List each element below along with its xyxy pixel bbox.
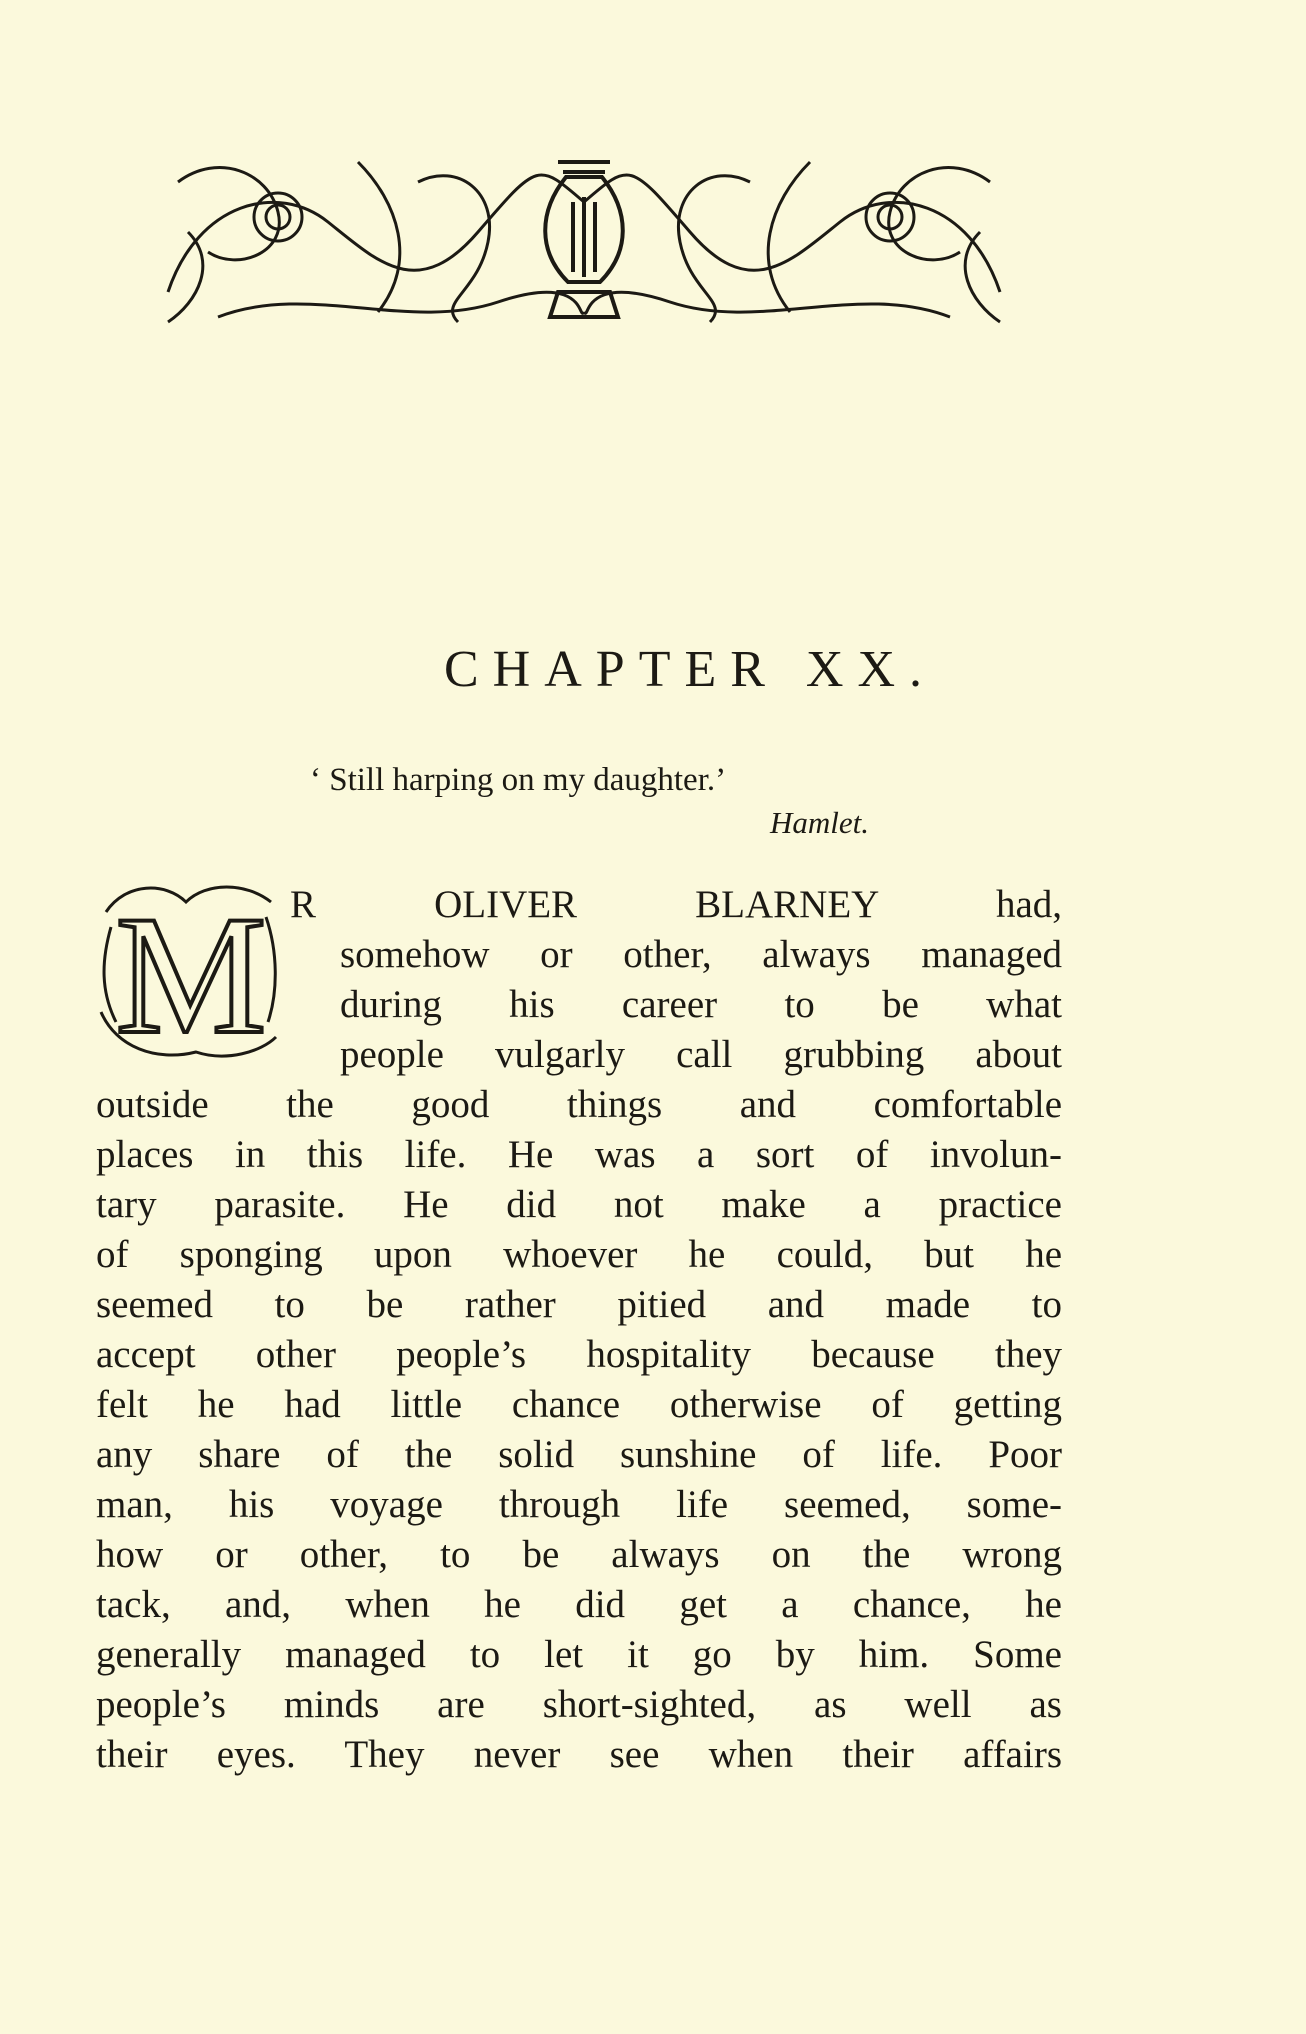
text-line: how or other, to be always on the wrong	[96, 1533, 1062, 1576]
text-line: their eyes. They never see when their affairs	[96, 1733, 1062, 1776]
chapter-title: CHAPTER XX.	[443, 641, 937, 698]
text-line: man, his voyage through life seemed, some-	[96, 1483, 1062, 1526]
epigraph-source: Hamlet.	[770, 805, 870, 840]
text-line: accept other people’s hospitality because they	[96, 1333, 1062, 1376]
text-line: outside the good things and comfortable	[96, 1083, 1062, 1126]
text-line: places in this life. He was a sort of involun-	[96, 1133, 1062, 1176]
dropcap-letter: M	[115, 881, 267, 1069]
text-line: of sponging upon whoever he could, but he	[96, 1233, 1062, 1276]
text-line: felt he had little chance otherwise of getting	[96, 1383, 1062, 1426]
text-line: somehow or other, always managed	[340, 933, 1062, 976]
text-line: tack, and, when he did get a chance, he	[96, 1583, 1062, 1626]
text-line: people vulgarly call grubbing about	[340, 1033, 1062, 1076]
text-line: people’s minds are short-sighted, as well as	[96, 1683, 1062, 1726]
epigraph-quote: ‘ Still harping on my daughter.’	[310, 762, 727, 798]
text-line: during his career to be what	[340, 983, 1062, 1026]
text-line: tary parasite. He did not make a practice	[96, 1183, 1062, 1226]
text-line: any share of the solid sunshine of life. Poor	[96, 1433, 1062, 1476]
text-line: generally managed to let it go by him. Some	[96, 1633, 1062, 1676]
text-line: seemed to be rather pitied and made to	[96, 1283, 1062, 1326]
ornamental-headpiece	[158, 142, 1010, 332]
dropcap-m	[96, 872, 286, 1072]
text-line: R OLIVER BLARNEY had,	[290, 883, 1062, 926]
